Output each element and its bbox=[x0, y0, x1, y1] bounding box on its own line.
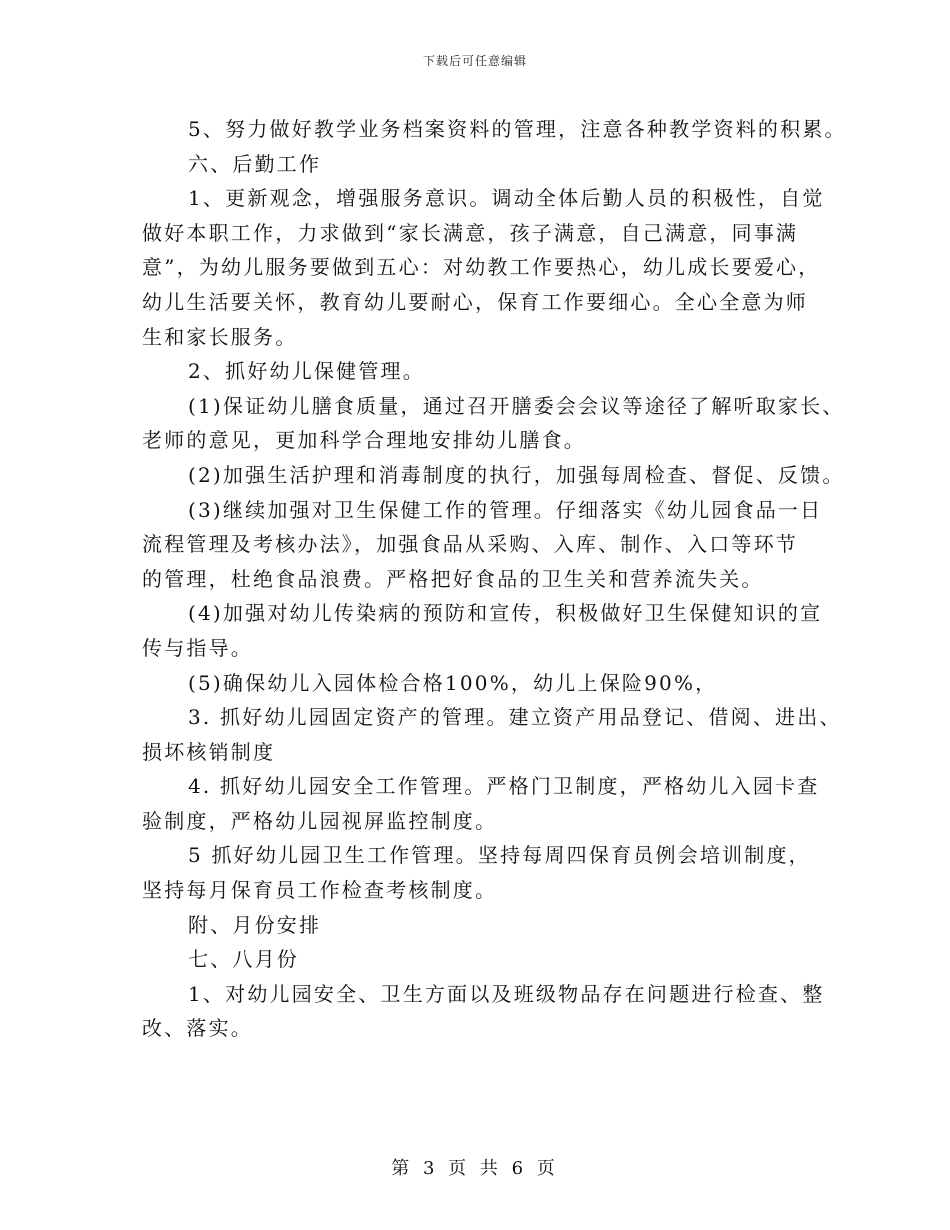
paragraph-line: 损坏核销制度 bbox=[142, 739, 276, 764]
paragraph-line: 3. 抓好幼儿园固定资产的管理。建立资产用品登记、借阅、进出、 bbox=[188, 705, 842, 730]
paragraph-line: 1、对幼儿园安全、卫生方面以及班级物品存在问题进行检查、整 bbox=[188, 981, 825, 1006]
paragraph-line: (4)加强对幼儿传染病的预防和宣传，积极做好卫生保健知识的宣 bbox=[188, 601, 823, 626]
paragraph-line: 传与指导。 bbox=[142, 635, 253, 660]
page-header-note: 下载后可任意编辑 bbox=[422, 54, 527, 68]
paragraph-line: 的管理，杜绝食品浪费。严格把好食品的卫生关和营养流失关。 bbox=[142, 566, 764, 591]
document-body bbox=[142, 112, 847, 1046]
paragraph-line: 意”，为幼儿服务要做到五心：对幼教工作要热心，幼儿成长要爱心， bbox=[142, 255, 821, 280]
paragraph-line: 5 抓好幼儿园卫生工作管理。坚持每周四保育员例会培训制度， bbox=[188, 843, 811, 868]
section-heading: 六、后勤工作 bbox=[188, 151, 322, 176]
page-number: 第 3 页 共 6 页 bbox=[391, 1158, 559, 1179]
paragraph-line: 坚持每月保育员工作检查考核制度。 bbox=[142, 878, 498, 903]
paragraph-line: (2)加强生活护理和消毒制度的执行，加强每周检查、督促、反馈。 bbox=[188, 462, 845, 487]
paragraph-line: 5、努力做好教学业务档案资料的管理，注意各种教学资料的积累。 bbox=[188, 117, 847, 141]
paragraph-line: 1、更新观念，增强服务意识。调动全体后勤人员的积极性，自觉 bbox=[188, 186, 825, 211]
paragraph-line: 流程管理及考核办法》，加强食品从采购、入库、制作、入口等环节 bbox=[142, 532, 798, 557]
paragraph-line: 验制度，严格幼儿园视屏监控制度。 bbox=[142, 808, 498, 833]
paragraph-line: 生和家长服务。 bbox=[142, 324, 298, 349]
paragraph-line: 2、抓好幼儿保健管理。 bbox=[188, 359, 425, 384]
paragraph-line: 做好本职工作，力求做到“家长满意，孩子满意，自己满意，同事满 bbox=[142, 220, 799, 245]
paragraph-line: 4. 抓好幼儿园安全工作管理。严格门卫制度，严格幼儿入园卡查 bbox=[188, 774, 820, 799]
paragraph-line: (1)保证幼儿膳食质量，通过召开膳委会会议等途径了解听取家长、 bbox=[188, 393, 845, 418]
section-heading: 七、八月份 bbox=[188, 947, 299, 972]
paragraph-line: 改、落实。 bbox=[142, 1016, 253, 1041]
paragraph-line: (5)确保幼儿入园体检合格100%，幼儿上保险90%， bbox=[188, 670, 718, 695]
paragraph-line: 幼儿生活要关怀，教育幼儿要耐心，保育工作要细心。全心全意为师 bbox=[142, 289, 808, 314]
paragraph-line: 老师的意见，更加科学合理地安排幼儿膳食。 bbox=[142, 428, 586, 453]
section-heading: 附、月份安排 bbox=[188, 912, 322, 937]
paragraph-line: (3)继续加强对卫生保健工作的管理。仔细落实《幼儿园食品一日 bbox=[188, 497, 823, 522]
